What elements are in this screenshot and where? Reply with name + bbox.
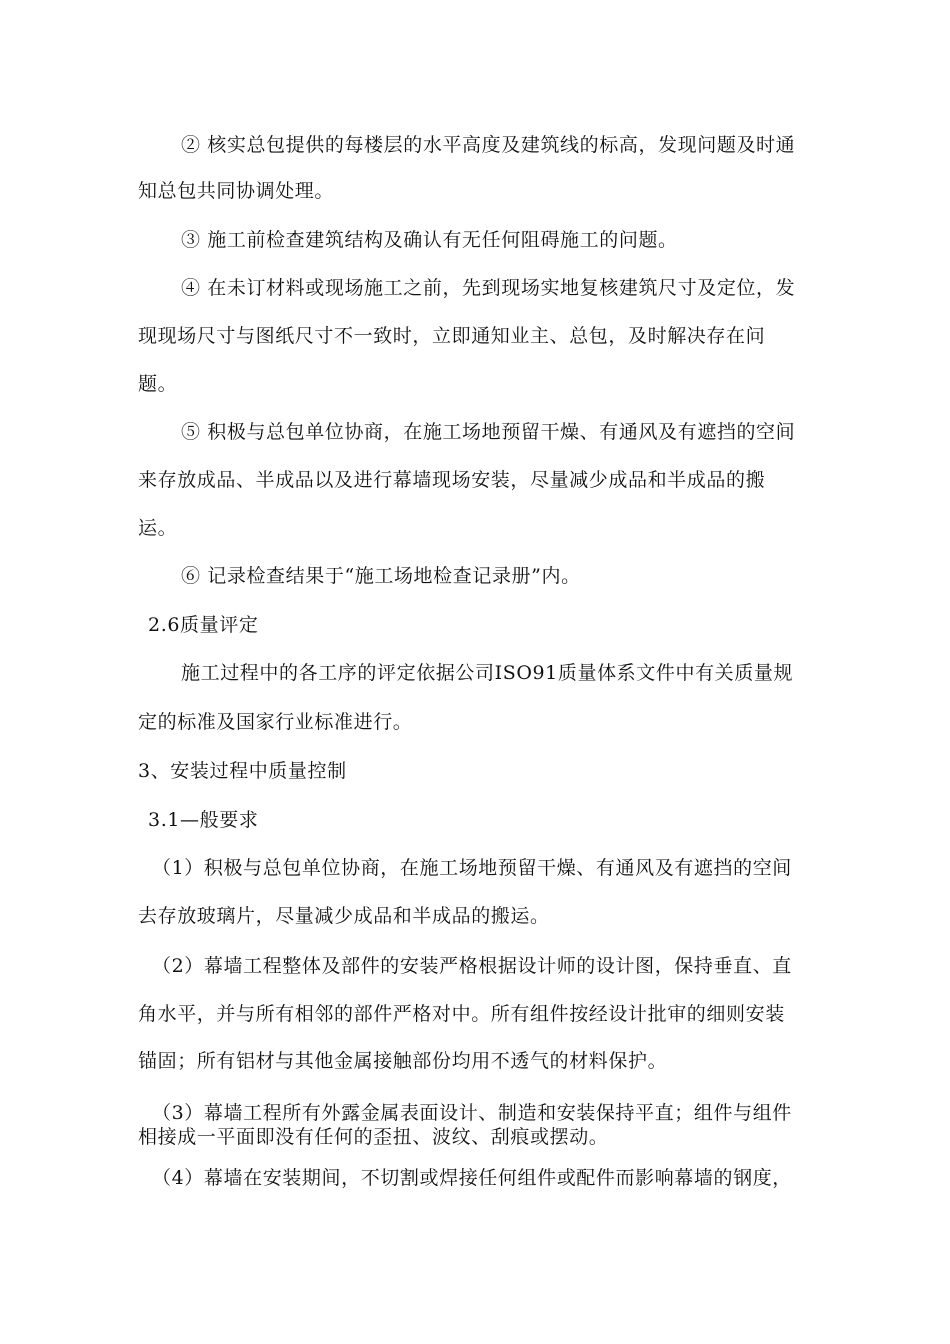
paragraph-line: ② 核实总包提供的每楼层的水平高度及建筑线的标高，发现问题及时通 bbox=[181, 134, 796, 156]
paragraph-line: 来存放成品、半成品以及进行幕墙现场安装，尽量减少成品和半成品的搬 bbox=[138, 469, 766, 491]
paragraph-line: 施工过程中的各工序的评定依据公司ISO91质量体系文件中有关质量规 bbox=[181, 662, 794, 684]
section-heading: 2.6质量评定 bbox=[148, 614, 259, 636]
paragraph-line: ④ 在未订材料或现场施工之前，先到现场实地复核建筑尺寸及定位，发 bbox=[181, 277, 796, 299]
paragraph-line: （2）幕墙工程整体及部件的安装严格根据设计师的设计图，保持垂直、直 bbox=[152, 955, 792, 977]
paragraph-line: （3）幕墙工程所有外露金属表面设计、制造和安装保持平直；组件与组件 bbox=[152, 1102, 792, 1124]
paragraph-line: 知总包共同协调处理。 bbox=[138, 180, 335, 202]
paragraph-line: 定的标准及国家行业标准进行。 bbox=[138, 711, 413, 733]
paragraph-line: 相接成一平面即没有任何的歪扭、波纹、刮痕或摆动。 bbox=[138, 1126, 609, 1148]
paragraph-line: ⑥ 记录检查结果于“施工场地检查记录册”内。 bbox=[181, 565, 581, 587]
section-heading: 3.1—般要求 bbox=[148, 809, 259, 831]
paragraph-line: （4）幕墙在安装期间，不切割或焊接任何组件或配件而影响幕墙的钢度， bbox=[152, 1167, 792, 1189]
paragraph-line: 现现场尺寸与图纸尺寸不一致时，立即通知业主、总包，及时解决存在问 bbox=[138, 325, 766, 347]
paragraph-line: 锚固；所有铝材与其他金属接触部份均用不透气的材料保护。 bbox=[138, 1050, 668, 1072]
paragraph-line: （1）积极与总包单位协商，在施工场地预留干燥、有通风及有遮挡的空间 bbox=[152, 857, 792, 879]
paragraph-line: ③ 施工前检查建筑结构及确认有无任何阻碍施工的问题。 bbox=[181, 229, 678, 251]
paragraph-line: 去存放玻璃片，尽量减少成品和半成品的搬运。 bbox=[138, 905, 550, 927]
paragraph-line: 题。 bbox=[138, 373, 178, 395]
section-heading: 3、安装过程中质量控制 bbox=[138, 760, 347, 782]
paragraph-line: ⑤ 积极与总包单位协商，在施工场地预留干燥、有通风及有遮挡的空间 bbox=[181, 421, 796, 443]
paragraph-line: 角水平，并与所有相邻的部件严格对中。所有组件按经设计批审的细则安装 bbox=[138, 1003, 785, 1025]
paragraph-line: 运。 bbox=[138, 517, 178, 539]
